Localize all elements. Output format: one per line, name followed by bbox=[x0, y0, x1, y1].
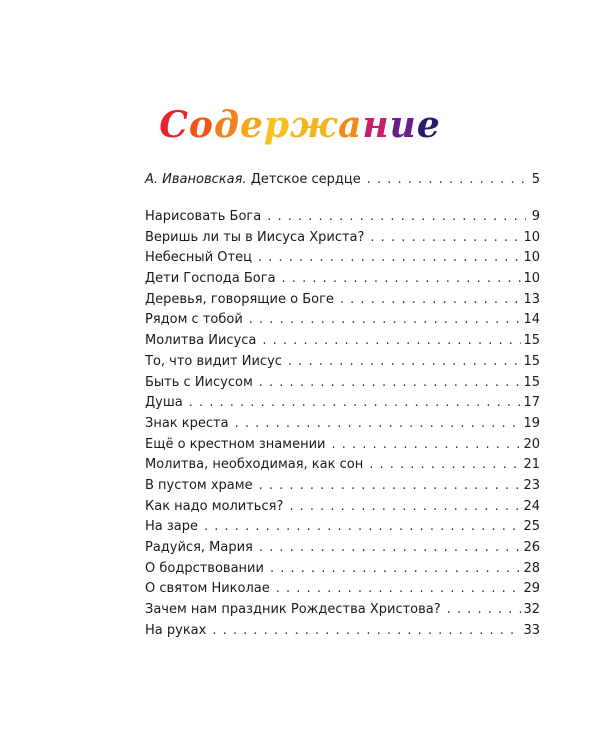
toc-entry[interactable] bbox=[145, 559, 540, 580]
title-letter: а bbox=[338, 104, 363, 146]
dot-leader bbox=[289, 497, 521, 518]
toc-page-number: 29 bbox=[523, 581, 540, 597]
dot-leader bbox=[447, 600, 522, 621]
toc-entry[interactable] bbox=[145, 373, 540, 394]
dot-leader bbox=[282, 269, 522, 290]
intro-entry-title bbox=[145, 170, 361, 190]
toc-entry-title: Зачем нам праздник Рождества Христова? bbox=[145, 602, 441, 618]
toc-entry-title: Радуйся, Мария bbox=[145, 540, 253, 555]
toc-entry[interactable] bbox=[145, 352, 540, 373]
toc-entry-title: Знак креста bbox=[145, 415, 229, 431]
toc-page-number: 13 bbox=[523, 291, 540, 307]
dot-leader bbox=[369, 455, 521, 476]
dot-leader bbox=[235, 414, 522, 435]
dot-leader bbox=[270, 559, 522, 580]
toc-entry-title: Веришь ли ты в Иисуса Христа? bbox=[145, 229, 365, 245]
title-letter: е bbox=[416, 104, 441, 146]
toc-entry[interactable] bbox=[145, 248, 540, 269]
toc-entry-title: Быть с Иисусом bbox=[145, 374, 253, 390]
toc-page-number: 15 bbox=[523, 374, 540, 390]
toc-entry-title: Молитва Иисуса bbox=[145, 333, 257, 349]
intro-entry[interactable] bbox=[145, 170, 540, 190]
toc-page-number: 10 bbox=[523, 229, 540, 245]
toc-entry[interactable] bbox=[145, 579, 540, 600]
toc-page-number: 19 bbox=[523, 415, 540, 431]
toc-page-number: 15 bbox=[523, 353, 540, 369]
toc-entry-title: Дети Господа Бога bbox=[145, 271, 276, 287]
toc-page-number: 20 bbox=[523, 436, 540, 452]
toc-entry-title: Небесный Отец bbox=[145, 250, 252, 266]
dot-leader bbox=[370, 228, 521, 249]
toc-entry-title: На руках bbox=[145, 622, 207, 638]
title-letter: н bbox=[362, 104, 390, 146]
toc-entry[interactable] bbox=[145, 497, 540, 518]
toc-entry[interactable] bbox=[145, 517, 540, 538]
table-of-contents bbox=[145, 207, 540, 641]
title-letter: е bbox=[239, 104, 264, 146]
title-letter: о bbox=[188, 104, 214, 146]
toc-page-number: 10 bbox=[523, 250, 540, 266]
title-letter: д bbox=[213, 104, 240, 146]
toc-entry[interactable] bbox=[145, 310, 540, 331]
toc-page-number: 24 bbox=[523, 498, 540, 514]
toc-page-number: 28 bbox=[523, 560, 540, 576]
toc-page-number: 21 bbox=[523, 457, 540, 473]
toc-entry[interactable] bbox=[145, 207, 540, 228]
title-letter: р bbox=[263, 104, 291, 146]
dot-leader bbox=[249, 310, 522, 331]
toc-page-number: 33 bbox=[523, 622, 540, 638]
toc-page-number: 10 bbox=[523, 271, 540, 287]
toc-entry[interactable] bbox=[145, 600, 540, 621]
toc-entry[interactable] bbox=[145, 476, 540, 497]
toc-entry[interactable] bbox=[145, 435, 540, 456]
toc-entry-title: Деревья, говорящие о Боге bbox=[145, 291, 334, 307]
toc-entry[interactable] bbox=[145, 455, 540, 476]
toc-page-number: 14 bbox=[523, 312, 540, 328]
toc-entry-title: Рядом с тобой bbox=[145, 312, 243, 328]
toc-entry[interactable] bbox=[145, 538, 540, 559]
dot-leader bbox=[367, 170, 526, 190]
toc-entry[interactable] bbox=[145, 414, 540, 435]
dot-leader bbox=[276, 579, 522, 600]
toc-entry-title: То, что видит Иисус bbox=[145, 353, 282, 369]
toc-entry-title: О бодрствовании bbox=[145, 560, 264, 576]
title-letter: ж bbox=[290, 104, 339, 146]
dot-leader bbox=[267, 207, 526, 228]
toc-page-number: 15 bbox=[523, 333, 540, 349]
intro-author: А. Ивановская. bbox=[145, 172, 247, 187]
toc-entry-title: Молитва, необходимая, как сон bbox=[145, 457, 364, 473]
toc-entry-title: О святом Николае bbox=[145, 581, 270, 597]
toc-entry-title: Нарисовать Бога bbox=[145, 209, 262, 224]
toc-entry[interactable] bbox=[145, 228, 540, 249]
dot-leader bbox=[204, 517, 521, 538]
toc-page-number: 17 bbox=[523, 395, 540, 411]
toc-entry[interactable] bbox=[145, 290, 540, 311]
title-letter: С bbox=[159, 104, 189, 146]
toc-entry-title: В пустом храме bbox=[145, 477, 253, 493]
toc-entry-title: Ещё о крестном знамении bbox=[145, 436, 326, 452]
dot-leader bbox=[331, 435, 521, 456]
toc-page-number: 25 bbox=[523, 519, 540, 535]
dot-leader bbox=[259, 476, 522, 497]
dot-leader bbox=[288, 352, 522, 373]
toc-entry[interactable] bbox=[145, 393, 540, 414]
toc-entry-title: На заре bbox=[145, 519, 199, 535]
intro-title: Детское сердце bbox=[250, 172, 361, 187]
toc-entry-title: Как надо молиться? bbox=[145, 498, 284, 514]
intro-page-number: 5 bbox=[531, 172, 540, 187]
toc-page-number: 32 bbox=[523, 602, 540, 618]
toc-entry[interactable] bbox=[145, 621, 540, 642]
toc-page-number: 23 bbox=[523, 477, 540, 493]
dot-leader bbox=[262, 331, 521, 352]
dot-leader bbox=[189, 393, 522, 414]
toc-page-number: 26 bbox=[523, 540, 540, 555]
dot-leader bbox=[259, 538, 522, 559]
dot-leader bbox=[340, 290, 522, 311]
title-letter: и bbox=[389, 104, 417, 146]
contents-title bbox=[0, 103, 600, 147]
dot-leader bbox=[258, 248, 522, 269]
toc-entry-title: Душа bbox=[145, 395, 183, 411]
toc-entry[interactable] bbox=[145, 269, 540, 290]
toc-page-number: 9 bbox=[531, 209, 540, 224]
toc-entry[interactable] bbox=[145, 331, 540, 352]
dot-leader bbox=[259, 373, 522, 394]
dot-leader bbox=[212, 621, 521, 642]
